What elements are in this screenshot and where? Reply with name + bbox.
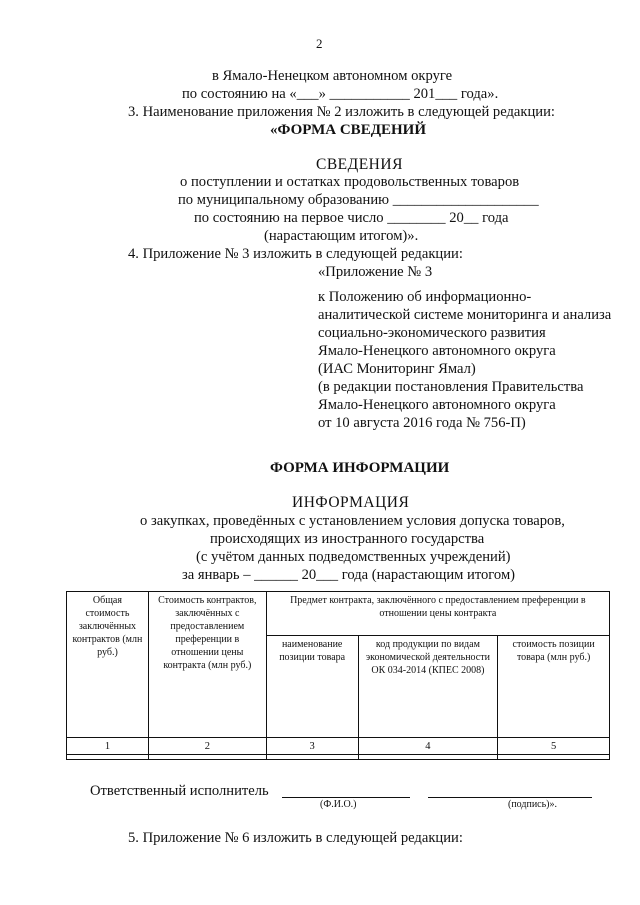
- header-total-cost: Общая стоимость заключённых контрактов (млн руб.): [67, 592, 149, 738]
- svedeniya-title: СВЕДЕНИЯ: [316, 156, 403, 173]
- fio-line: [282, 797, 410, 798]
- column-number: 3: [266, 738, 358, 755]
- item-4: 4. Приложение № 3 изложить в следующей редакции:: [128, 246, 463, 262]
- appendix-title: «Приложение № 3: [318, 264, 433, 280]
- column-number: 4: [358, 738, 498, 755]
- form-svedeniy-heading: «ФОРМА СВЕДЕНИЙ: [270, 122, 427, 138]
- header-item-name: наименование позиции товара: [266, 635, 358, 737]
- appendix-line: социально-экономического развития: [318, 325, 546, 341]
- empty-cell: [498, 755, 610, 760]
- svedeniya-line-2: по муниципальному образованию ____________________: [178, 192, 539, 208]
- info-title: ИНФОРМАЦИЯ: [292, 494, 410, 511]
- header-contract-subject: Предмет контракта, заключённого с предоставлением преференции в отношении цены контракта: [266, 592, 609, 636]
- empty-cell: [358, 755, 498, 760]
- info-line-3: (с учётом данных подведомственных учреждений): [196, 549, 511, 565]
- page-number: 2: [316, 36, 323, 51]
- svedeniya-line-4: (нарастающим итогом)».: [264, 228, 419, 244]
- appendix-line: Ямало-Ненецкого автономного округа: [318, 343, 556, 359]
- svedeniya-line-1: о поступлении и остатках продовольственных товаров: [180, 174, 520, 190]
- empty-cell: [67, 755, 149, 760]
- info-line-4: за январь – ______ 20___ года (нарастающим итогом): [182, 567, 516, 583]
- appendix-line: (ИАС Мониторинг Ямал): [318, 361, 476, 377]
- column-number: 5: [498, 738, 610, 755]
- intro-line-2: по состоянию на «___» ___________ 201___ года».: [182, 86, 499, 102]
- appendix-line: Ямало-Ненецкого автономного округа: [318, 397, 556, 413]
- header-product-code: код продукции по видам экономической деятельности ОК 034-2014 (КПЕС 2008): [358, 635, 498, 737]
- header-item-cost: стоимость позиции товара (млн руб.): [498, 635, 610, 737]
- appendix-line: к Положению об информационно-: [318, 289, 532, 305]
- info-line-1: о закупках, проведённых с установлением условия допуска товаров,: [140, 513, 565, 529]
- fio-label: (Ф.И.О.): [320, 799, 357, 810]
- column-number: 1: [67, 738, 149, 755]
- appendix-line: (в редакции постановления Правительства: [318, 379, 584, 395]
- info-line-2: происходящих из иностранного государства: [210, 531, 485, 547]
- responsible-label: Ответственный исполнитель: [90, 783, 269, 799]
- signature-line: [428, 797, 592, 798]
- intro-line-1: в Ямало-Ненецком автономном округе: [212, 68, 453, 84]
- forma-info-heading: ФОРМА ИНФОРМАЦИИ: [270, 460, 450, 476]
- empty-cell: [266, 755, 358, 760]
- item-5: 5. Приложение № 6 изложить в следующей редакции:: [128, 830, 463, 846]
- item-3: 3. Наименование приложения № 2 изложить в следующей редакции:: [128, 104, 555, 120]
- empty-cell: [148, 755, 266, 760]
- procurement-table: [66, 591, 610, 760]
- appendix-line: аналитической системе мониторинга и анализа: [318, 307, 612, 323]
- appendix-line: от 10 августа 2016 года № 756-П): [318, 415, 526, 431]
- svedeniya-line-3: по состоянию на первое число ________ 20__ года: [194, 210, 509, 226]
- signature-label: (подпись)».: [508, 799, 558, 810]
- header-preference-cost: Стоимость контрактов, заключённых с предоставлением преференции в отношении цены контракта (млн руб.): [148, 592, 266, 738]
- column-number: 2: [148, 738, 266, 755]
